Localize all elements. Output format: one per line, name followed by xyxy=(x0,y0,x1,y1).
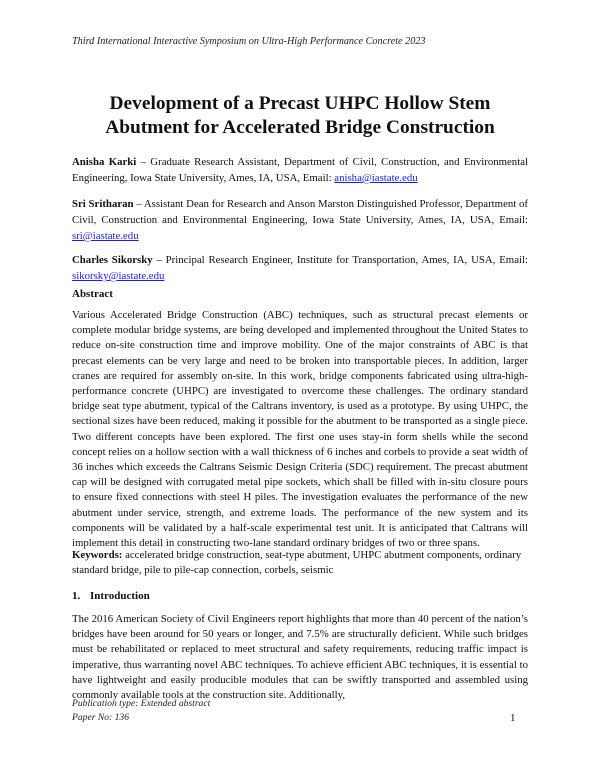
author-affiliation: – Graduate Research Assistant, Department of Civil, Construction, and Environmental Engineering, Iowa State University, Ames, IA, USA, Email: xyxy=(72,156,529,184)
author-block-3 xyxy=(72,252,528,284)
author-name: Anisha Karki xyxy=(72,156,137,168)
title-line-2: Abutment for Accelerated Bridge Construction xyxy=(105,117,495,138)
section-heading xyxy=(72,590,150,602)
author-affiliation: – Assistant Dean for Research and Anson Marston Distinguished Professor, Department of Civil, Construction and Environmental Engineering, Iowa State University, Ames, IA, USA, Email: xyxy=(72,198,528,226)
introduction-body: The 2016 American Society of Civil Engineers report highlights that more than 40 percent of the nation’s bridges have been around for 50 years or longer, and 7.5% are structurally deficient. While such bridges must be rehabilitated or replaced to meet structural and safety requirements, reducing traffic impact is imperative, thus warranting novel ABC techniques. To achieve efficient ABC techniques, it is essential to have lightweight and easily producible modules that can be swiftly transported and assembled using commonly available tools at the construction site. Additionally, xyxy=(72,613,528,702)
author-email-link[interactable]: sri@iastate.edu xyxy=(72,230,139,242)
paper-title xyxy=(40,92,560,140)
author-email-link[interactable]: anisha@iastate.edu xyxy=(334,172,418,184)
author-email-link[interactable]: sikorsky@iastate.edu xyxy=(72,270,165,282)
author-name: Sri Sritharan xyxy=(72,198,134,210)
abstract-heading: Abstract xyxy=(72,288,113,300)
keywords-label: Keywords: xyxy=(72,549,123,561)
running-header: Third International Interactive Symposium on Ultra-High Performance Concrete 2023 xyxy=(72,36,426,47)
author-affiliation: – Principal Research Engineer, Institute for Transportation, Ames, IA, USA, Email: xyxy=(152,254,528,266)
keywords-list: accelerated bridge construction, seat-type abutment, UHPC abutment components, ordinary standard bridge, pile to pile-cap connection, corbels, seismic xyxy=(72,549,522,577)
page-number: 1 xyxy=(510,712,516,724)
abstract-body: Various Accelerated Bridge Construction (ABC) techniques, such as structural precast elements or complete modular bridge systems, are being developed and implemented throughout the United States to reduce on-site construction time and improve mobility. One of the major constraints of ABC is that precast elements can be very large and need to be broken into transportable pieces. In addition, larger cranes are required for assembly on-site. In this work, bridge components fabricated using ultra-high-performance concrete (UHPC) are investigated to overcome these challenges. The ordinary standard bridge seat type abutment, typical of the Caltrans inventory, is used as a prototype. By using UHPC, the sectional sizes have been reduced, making it possible for the abutment to be transported as a single piece. Two different concepts have been explored. The first one uses stay-in form shells while the second concept relies on a hollow section with a wall thickness of 6 inches and corbels to provide a seat width of 36 inches which exceeds the Caltrans Seismic Design Criteria (SDC) requirement. The precast abutment cap will be designed with corrugated metal pipe sockets, which shall be filled with in-situ closure pours to ensure fixed connections with steel H piles. The investigation evaluates the performance of the new abutment under service, strength, and extreme loads. The performance of the new system and its components will be validated by a half-scale experimental test unit. It is anticipated that Caltrans will implement this detail in constructing two-lane standard ordinary bridges of two or three spans. xyxy=(72,309,528,550)
section-title: Introduction xyxy=(90,590,150,602)
title-line-1: Development of a Precast UHPC Hollow Stem xyxy=(109,93,491,114)
author-name: Charles Sikorsky xyxy=(72,254,153,266)
footer-publication-type: Publication type: Extended abstract xyxy=(72,698,211,709)
section-number: 1. xyxy=(72,590,81,602)
keywords xyxy=(72,548,528,578)
author-block-1 xyxy=(72,154,528,186)
footer-paper-number: Paper No: 136 xyxy=(72,712,130,723)
author-block-2 xyxy=(72,196,528,244)
